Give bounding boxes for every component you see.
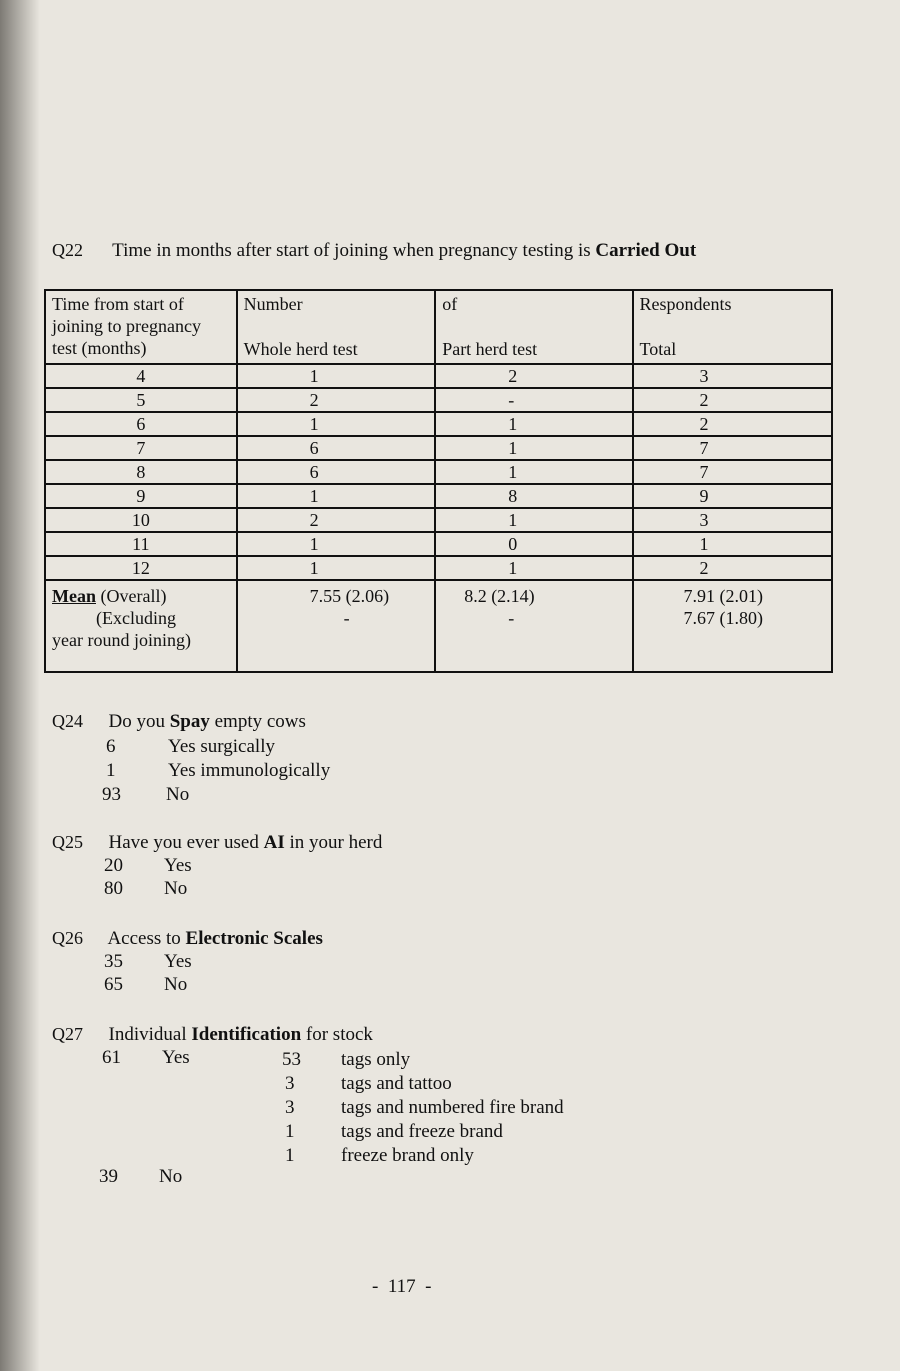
- cell-months: 9: [45, 484, 237, 508]
- q27-sub-count: 53: [282, 1049, 301, 1070]
- cell-total: 3: [633, 508, 832, 532]
- q27-yes-count: 61: [102, 1047, 121, 1068]
- cell-part: -: [435, 388, 632, 412]
- cell-months: 8: [45, 460, 237, 484]
- cell-part: 1: [435, 436, 632, 460]
- q27-number: Q27: [52, 1024, 83, 1044]
- cell-part: 1: [435, 556, 632, 580]
- binding-shadow: [0, 0, 40, 1371]
- header-part-herd-label: Part herd test: [442, 339, 538, 359]
- cell-total: 2: [633, 412, 832, 436]
- q25-bold: AI: [263, 832, 285, 853]
- cell-whole: 1: [237, 364, 436, 388]
- cell-months: 12: [45, 556, 237, 580]
- cell-part: 0: [435, 532, 632, 556]
- q26-number: Q26: [52, 928, 83, 948]
- q25-heading: [52, 832, 382, 854]
- cell-total: 7: [633, 436, 832, 460]
- q26-option-count: 65: [104, 974, 123, 995]
- q27-text-suffix: for stock: [301, 1024, 373, 1045]
- cell-total: 1: [633, 532, 832, 556]
- table-row: [45, 436, 832, 460]
- cell-whole: 6: [237, 460, 436, 484]
- q27-yes-label: Yes: [162, 1047, 190, 1068]
- header-whole-herd: [237, 290, 436, 364]
- mean-excluding-line2: year round joining): [52, 630, 191, 650]
- mean-whole: [237, 580, 436, 672]
- cell-months: 7: [45, 436, 237, 460]
- mean-part-value: 8.2 (2.14): [464, 586, 535, 606]
- cell-whole: 1: [237, 412, 436, 436]
- q25-option-label: No: [164, 878, 188, 899]
- header-total: [633, 290, 832, 364]
- mean-label: [45, 580, 237, 672]
- table-row: [45, 388, 832, 412]
- cell-part: 1: [435, 460, 632, 484]
- q25-number: Q25: [52, 832, 83, 852]
- q27-heading: [52, 1024, 373, 1046]
- header-respondents: Respondents: [639, 294, 732, 314]
- q24-number: Q24: [52, 711, 83, 731]
- cell-whole: 1: [237, 532, 436, 556]
- cell-months: 4: [45, 364, 237, 388]
- header-whole-herd-label: Whole herd test: [243, 339, 358, 359]
- cell-total: 7: [633, 460, 832, 484]
- q27-sub-label: tags and numbered fire brand: [341, 1097, 564, 1118]
- cell-total: 3: [633, 364, 832, 388]
- table-row: [45, 508, 832, 532]
- header-time-line3: test (months): [52, 338, 147, 358]
- table-mean-row: [45, 580, 832, 672]
- header-number: Number: [243, 294, 303, 314]
- q26-heading: [52, 928, 323, 950]
- q27-bold: Identification: [191, 1024, 302, 1045]
- q22-bold: Carried Out: [595, 240, 697, 261]
- q27-no-count: 39: [99, 1166, 118, 1187]
- q24-option-count: 93: [102, 784, 121, 805]
- q25-option-count: 80: [104, 878, 123, 899]
- table-row: [45, 484, 832, 508]
- q22-heading: [52, 240, 696, 262]
- header-time: [45, 290, 237, 364]
- mean-total: [633, 580, 832, 672]
- cell-months: 5: [45, 388, 237, 412]
- cell-part: 8: [435, 484, 632, 508]
- q27-sub-count: 1: [285, 1121, 295, 1142]
- mean-total-value: 7.91 (2.01): [683, 586, 764, 606]
- q27-text-prefix: Individual: [108, 1024, 192, 1045]
- mean-label-rest: (Overall): [96, 586, 167, 606]
- cell-whole: 2: [237, 388, 436, 412]
- q27-sub-label: tags and tattoo: [341, 1073, 452, 1094]
- cell-whole: 2: [237, 508, 436, 532]
- q24-text-prefix: Do you: [108, 711, 170, 732]
- header-time-line2: joining to pregnancy: [52, 316, 201, 336]
- q27-sub-label: tags and freeze brand: [341, 1121, 503, 1142]
- cell-whole: 6: [237, 436, 436, 460]
- cell-whole: 1: [237, 556, 436, 580]
- cell-total: 2: [633, 388, 832, 412]
- mean-label-bold: Mean: [52, 586, 96, 606]
- table-row: [45, 412, 832, 436]
- pregnancy-testing-table: [44, 289, 833, 673]
- q24-heading: [52, 711, 306, 733]
- q27-sub-label: freeze brand only: [341, 1145, 474, 1166]
- q22-number: Q22: [52, 240, 83, 260]
- mean-part-excl: -: [508, 608, 515, 628]
- header-time-line1: Time from start of: [52, 294, 184, 314]
- header-part-herd: [435, 290, 632, 364]
- q26-bold: Electronic Scales: [185, 928, 323, 949]
- q26-text-prefix: Access to: [107, 928, 186, 949]
- q24-option-label: Yes immunologically: [168, 760, 331, 781]
- cell-whole: 1: [237, 484, 436, 508]
- cell-part: 1: [435, 412, 632, 436]
- q26-option-count: 35: [104, 951, 123, 972]
- mean-whole-excl: -: [343, 608, 350, 628]
- q26-option-label: Yes: [164, 951, 192, 972]
- q24-option-count: 1: [106, 760, 116, 781]
- page-number: - 117 -: [372, 1276, 432, 1297]
- q24-option-label: No: [166, 784, 190, 805]
- table-row: [45, 556, 832, 580]
- header-of: of: [442, 294, 458, 314]
- cell-months: 6: [45, 412, 237, 436]
- q27-sub-count: 3: [285, 1097, 295, 1118]
- q22-text: Time in months after start of joining when pregnancy testing is: [112, 240, 596, 261]
- mean-whole-value: 7.55 (2.06): [309, 586, 390, 606]
- q24-text-suffix: empty cows: [209, 711, 306, 732]
- cell-total: 9: [633, 484, 832, 508]
- q27-sub-count: 1: [285, 1145, 295, 1166]
- q25-option-count: 20: [104, 855, 123, 876]
- q24-option-count: 6: [106, 736, 116, 757]
- q25-text-suffix: in your herd: [284, 832, 383, 853]
- cell-part: 2: [435, 364, 632, 388]
- q27-sub-count: 3: [285, 1073, 295, 1094]
- header-total-label: Total: [639, 339, 677, 359]
- cell-months: 11: [45, 532, 237, 556]
- mean-excluding-line1: (Excluding: [96, 608, 176, 628]
- table-header-row: [45, 290, 832, 364]
- table-row: [45, 460, 832, 484]
- q27-no-label: No: [159, 1166, 183, 1187]
- cell-part: 1: [435, 508, 632, 532]
- mean-part: [435, 580, 632, 672]
- mean-total-excl: 7.67 (1.80): [683, 608, 764, 628]
- cell-total: 2: [633, 556, 832, 580]
- q25-text-prefix: Have you ever used: [108, 832, 264, 853]
- q25-option-label: Yes: [164, 855, 192, 876]
- q27-sub-label: tags only: [341, 1049, 411, 1070]
- q24-bold: Spay: [169, 711, 210, 732]
- cell-months: 10: [45, 508, 237, 532]
- table-row: [45, 364, 832, 388]
- q26-option-label: No: [164, 974, 188, 995]
- q24-option-label: Yes surgically: [168, 736, 275, 757]
- table-row: [45, 532, 832, 556]
